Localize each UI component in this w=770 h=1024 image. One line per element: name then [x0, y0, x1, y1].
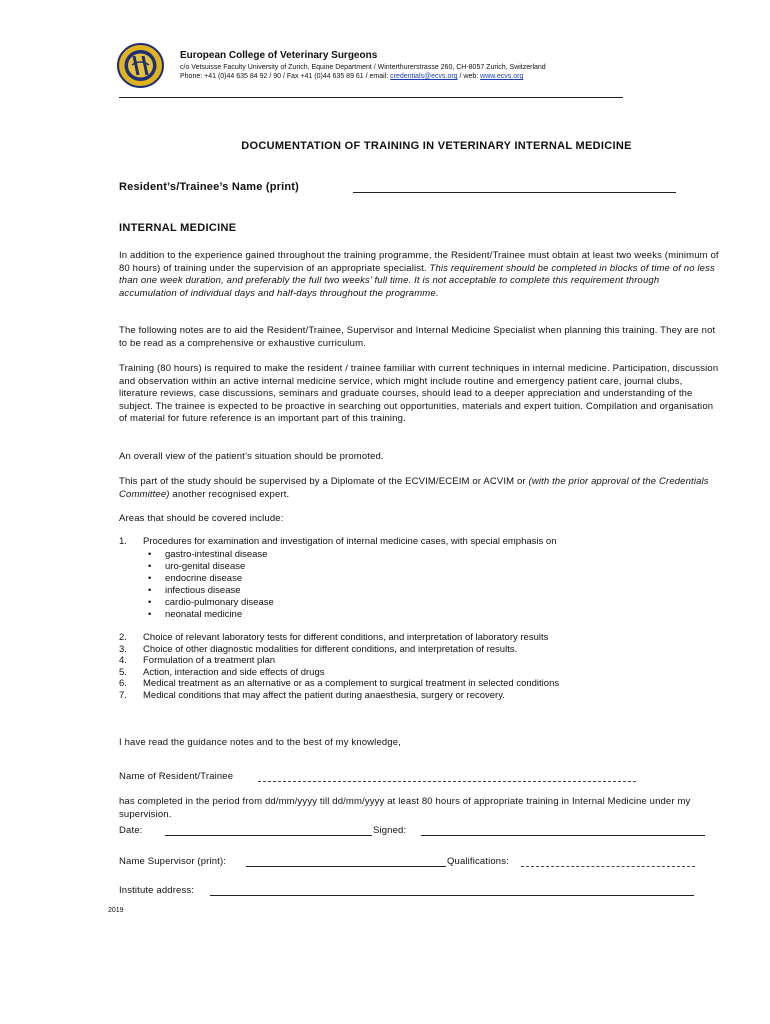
bullet-item: • uro-genital disease [143, 561, 274, 573]
list-item-text: Medical treatment as an alternative or as a complement to surgical treatment in selected conditions [143, 678, 560, 689]
list-number: 3. [119, 643, 127, 655]
org-name: European College of Veterinary Surgeons [180, 50, 378, 61]
web-link[interactable]: www.ecvs.org [480, 73, 524, 80]
areas-list-rest [119, 632, 739, 701]
paragraph-training: Training (80 hours) is required to make the resident / trainee familiar with current techniques in internal medicine. Participation, discussion and observation within an active internal medicine service, which might include routine and emergency patient care, journal clubs, literature reviews, case discussions, seminars and graduate courses, should lead to a deeper appreciation and understanding of the subject. The trainee is expected to be proactive in searching out opportunities, materials and expert tuition. Compilation and organisation of material for future reference is an important part of this training. [119, 363, 719, 424]
declaration-text: I have read the guidance notes and to the best of my knowledge, [119, 737, 401, 748]
paragraph-supervision [119, 476, 719, 501]
section-title: INTERNAL MEDICINE [119, 222, 237, 234]
list-number: 7. [119, 689, 127, 701]
college-seal-logo [117, 43, 164, 88]
trainee-name-field[interactable] [258, 781, 636, 782]
list-item-text: Choice of relevant laboratory tests for different conditions, and interpretation of laboratory results [143, 632, 549, 643]
supervisor-name-field[interactable] [246, 866, 446, 867]
web-prefix: / web: [457, 73, 481, 80]
paragraph-notes: The following notes are to aid the Resident/Trainee, Supervisor and Internal Medicine Specialist when planning this training. They are not to be read as a comprehensive or exhaustive curriculum. [119, 325, 716, 349]
header-divider [119, 97, 623, 98]
list-item [119, 632, 739, 644]
list-number: 6. [119, 678, 127, 689]
list-item [119, 667, 739, 679]
list-item-text: Formulation of a treatment plan [143, 655, 276, 666]
list-item [119, 678, 739, 690]
footer-year: 2019 [108, 907, 124, 914]
requirement-text: In addition to the experience gained throughout the training programme, the Resident/Trainee must obtain at least two weeks (minimum of 80 hours) of training under the supervision of an appropriate specialist. [119, 250, 719, 274]
list-item-text: Choice of other diagnostic modalities for different conditions, and interpretation of results. [143, 643, 518, 655]
resident-name-label: Resident’s/Trainee’s Name (print) [119, 181, 300, 193]
supervision-text: This part of the study should be supervised by a Diplomate of the ECVIM/ECEIM or ACVIM or [119, 476, 529, 487]
email-link[interactable]: credentials@ecvs.org [390, 73, 458, 80]
paragraph-overview: An overall view of the patient’s situation should be promoted. [119, 451, 384, 462]
list-number: 4. [119, 655, 127, 666]
trainee-name-label: Name of Resident/Trainee [119, 771, 234, 782]
list-item [119, 690, 739, 702]
list-item [119, 644, 739, 656]
qualifications-label: Qualifications: [447, 856, 509, 867]
institute-address-label: Institute address: [119, 885, 195, 896]
date-field[interactable] [165, 835, 372, 836]
completion-statement: has completed in the period from dd/mm/yyyy till dd/mm/yyyy at least 80 hours of appropriate training in Internal Medicine under my supervision. [119, 796, 691, 820]
list-item-text: Procedures for examination and investigation of internal medicine cases, with special emphasis on [143, 536, 557, 547]
bullet-item: • cardio-pulmonary disease [143, 597, 274, 609]
supervision-emphasis: (with the prior approval of the Credentials Committee) [119, 476, 709, 500]
date-label: Date: [119, 825, 143, 836]
qualifications-field[interactable] [521, 866, 695, 867]
institute-address-field[interactable] [210, 895, 694, 896]
document-title: DOCUMENTATION OF TRAINING IN VETERINARY INTERNAL MEDICINE [241, 140, 632, 152]
signature-field[interactable] [421, 835, 705, 836]
requirement-end: . [435, 287, 439, 299]
signed-label: Signed: [373, 825, 407, 836]
bullet-item: • neonatal medicine [143, 609, 274, 621]
resident-name-field[interactable] [353, 192, 676, 193]
requirement-emphasis: This requirement should be completed in blocks of time of no less than one week duration, and preferably the full two weeks’ full time. It is not acceptable to complete this requirement through accumulation of individual days and half-days throughout the programme [119, 262, 715, 299]
list-number: 2. [119, 632, 127, 643]
contact-phone-fax: Phone: +41 (0)44 635 84 92 / 90 / Fax +41 (0)44 635 89 61 / email: [180, 73, 391, 80]
list-item-text: Medical conditions that may affect the patient during anaesthesia, surgery or recovery. [143, 689, 505, 701]
emphasis-bullets [143, 549, 274, 621]
bullet-item: • gastro-intestinal disease [143, 549, 274, 561]
org-address: c/o Vetsuisse Faculty University of Zurich, Equine Department / Winterthurerstrasse 260, CH-8057 Zurich, Switzerland [180, 64, 546, 71]
bullet-item: • infectious disease [143, 585, 274, 597]
paragraph-requirement [119, 250, 719, 300]
supervision-end: another recognised expert. [169, 488, 290, 500]
bullet-item: • endocrine disease [143, 573, 274, 585]
list-item-text: Action, interaction and side effects of drugs [143, 666, 325, 678]
org-contact [180, 73, 523, 80]
list-number: 5. [119, 666, 127, 678]
supervisor-name-label: Name Supervisor (print): [119, 856, 227, 867]
list-number: 1. [119, 536, 127, 547]
paragraph-areas: Areas that should be covered include: [119, 513, 284, 524]
list-item [119, 655, 739, 667]
